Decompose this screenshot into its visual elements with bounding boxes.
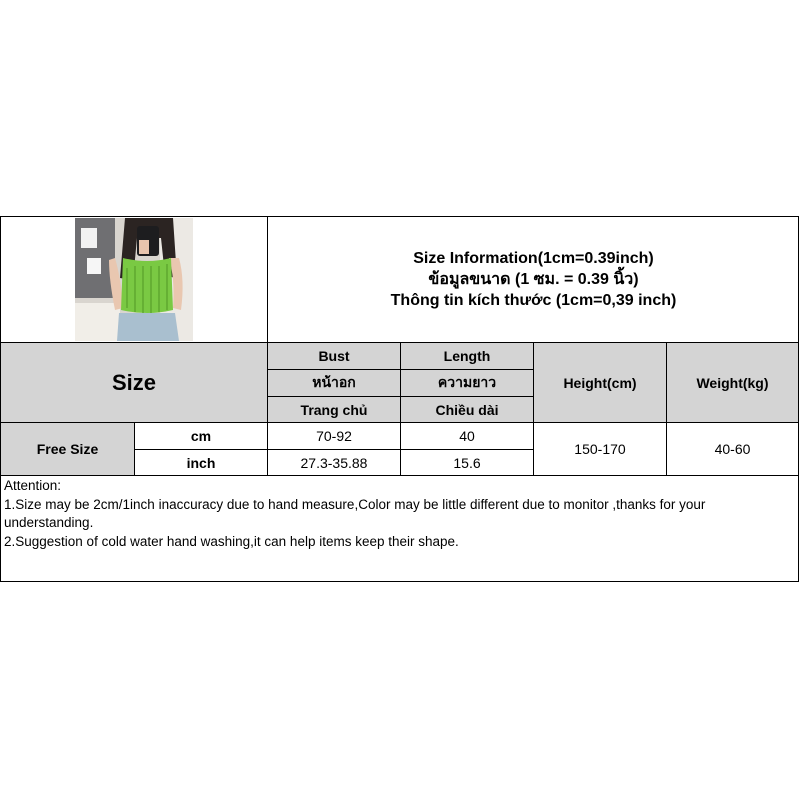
grid-line — [267, 217, 268, 475]
attention-note-1: 1.Size may be 2cm/1inch inaccuracy due to hand measure,Color may be little different due to monitor ,thanks for your understanding. — [4, 496, 706, 530]
size-information-title — [268, 217, 799, 342]
length-inch-value: 15.6 — [453, 454, 481, 471]
free-size-label: Free Size — [1, 423, 134, 475]
length-header-en: Length — [401, 343, 533, 369]
length-header-th: ความยาว — [401, 370, 533, 396]
model-image — [75, 218, 193, 341]
attention-notes — [4, 477, 794, 551]
product-photo — [75, 218, 193, 341]
grid-line — [400, 342, 401, 475]
title-line-thai: ข้อมูลขนาด (1 ซม. = 0.39 นิ้ว) — [428, 271, 639, 288]
bust-header-vi: Trang chủ — [268, 397, 400, 422]
length-cm-value: 40 — [459, 428, 475, 444]
size-header: Size — [1, 343, 267, 422]
title-line-vietnamese: Thông tin kích thước (1cm=0,39 inch) — [390, 292, 677, 309]
title-line-english: Size Information(1cm=0.39inch) — [413, 250, 654, 267]
unit-cm-label: cm — [190, 428, 212, 444]
bust-cm-value: 70-92 — [316, 428, 352, 444]
bust-inch-value: 27.3-35.88 — [300, 454, 368, 471]
grid-line — [1, 475, 798, 476]
attention-note-2: 2.Suggestion of cold water hand washing,it can help items keep their shape. — [4, 533, 459, 549]
height-value: 150-170 — [574, 441, 626, 457]
bust-header-th: หน้าอก — [268, 370, 400, 396]
unit-inch-label: inch — [186, 454, 216, 471]
attention-heading: Attention: — [4, 478, 62, 493]
length-header-vi: Chiều dài — [401, 397, 533, 422]
bust-header-en: Bust — [268, 343, 400, 369]
grid-line — [666, 342, 667, 475]
height-header: Height(cm) — [534, 343, 666, 422]
size-chart — [0, 216, 799, 582]
weight-header: Weight(kg) — [667, 343, 798, 422]
grid-line — [134, 449, 533, 450]
grid-line — [533, 342, 534, 475]
weight-value: 40-60 — [714, 441, 751, 457]
grid-line — [134, 422, 135, 475]
